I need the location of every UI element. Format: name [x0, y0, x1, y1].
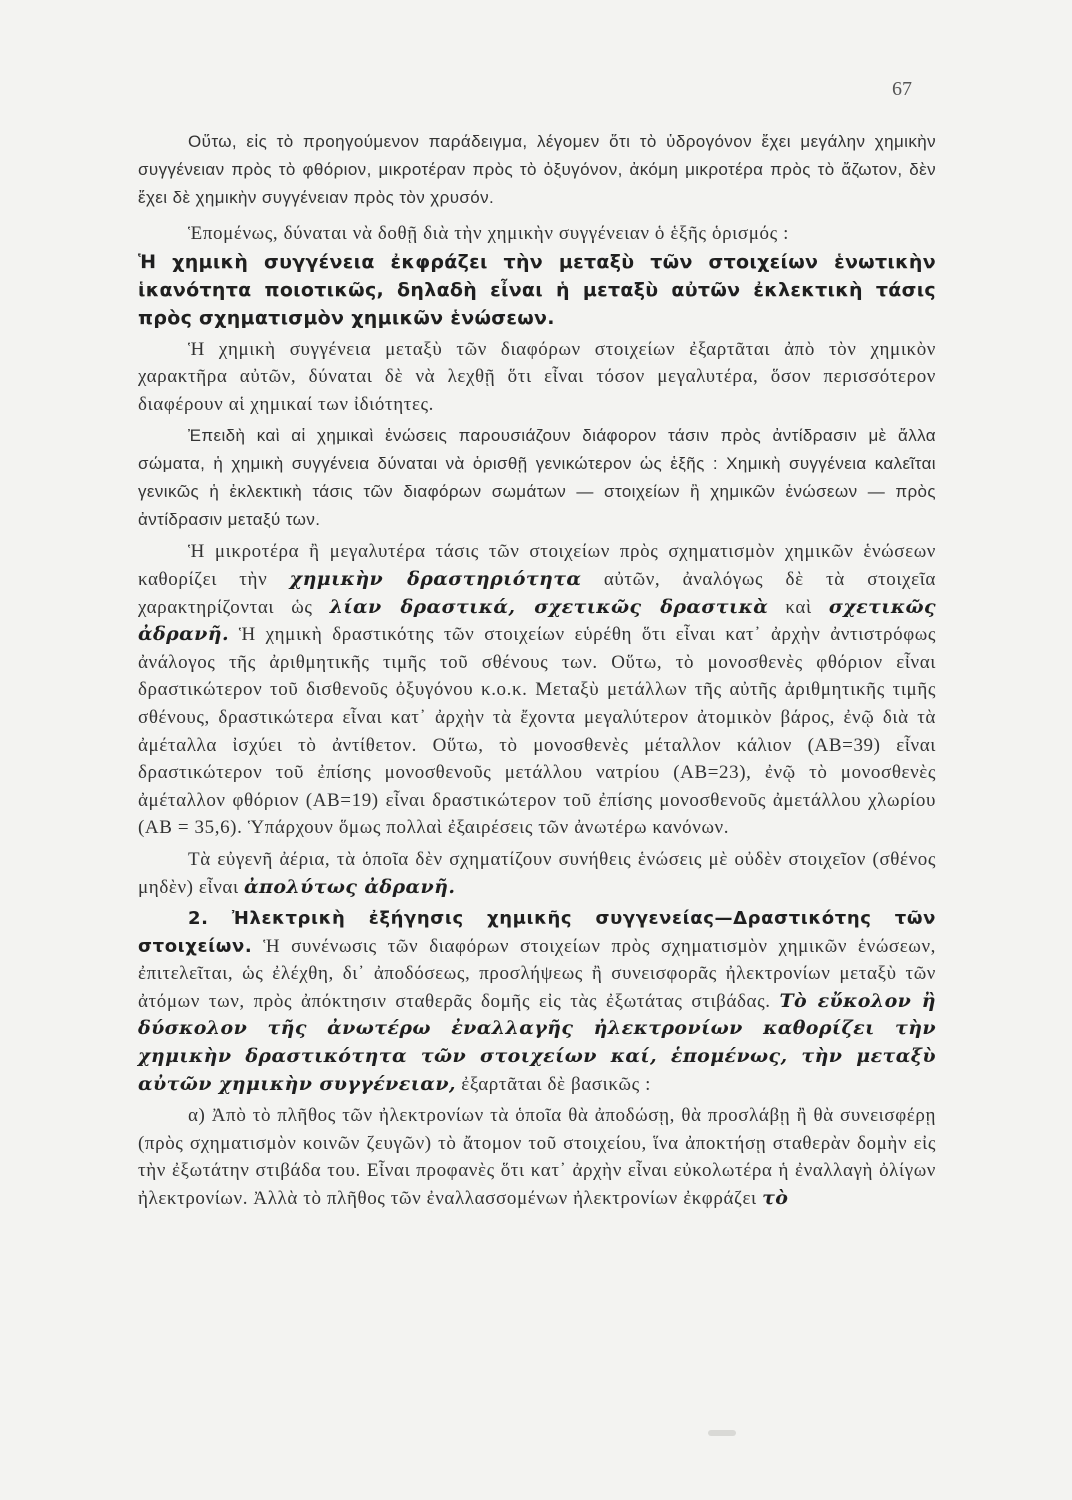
- term-electron-exchange: Τὸ εὔκολον ἢ δύσκολον τῆς ἀνωτέρω ἐναλλαγῆς ἠλεκτρονίων καθορίζει τὴν χημικὴν δραστικότητα τῶν στοιχείων καί, ἑπομένως, τὴν μεταξὺ αὐτῶν χημικὴν συγγένειαν,: [138, 989, 936, 1095]
- term-trailing: τὸ: [762, 1187, 789, 1210]
- page-number: 67: [892, 78, 912, 100]
- text-run: καὶ: [768, 596, 829, 618]
- paragraph-example: Οὕτω, εἰς τὸ προηγούμενον παράδειγμα, λέγομεν ὅτι τὸ ὑδρογόνον ἔχει μεγάλην χημικὴν συγγένειαν πρὸς τὸ φθόριον, μικροτέραν πρὸς τὸ ὀξυγόνον, ἀκόμη μικροτέρα πρὸς τὸ ἄζωτον, δὲν ἔχει δὲ χημικὴν συγγένειαν πρὸς τὸν χρυσόν.: [138, 132, 936, 207]
- text-run: ἐξαρτᾶται δὲ βασικῶς :: [455, 1073, 651, 1095]
- text-run: Τὰ εὐγενῆ ἀέρια, τὰ ὁποῖα δὲν σχηματίζουν συνήθεις ἑνώσεις μὲ οὐδὲν στοιχεῖον (σθένος μηδὲν) εἶναι: [138, 848, 936, 898]
- section-heading: 2. Ἠλεκτρικὴ ἐξήγησις χημικῆς συγγενείας—Δραστικότης τῶν στοιχείων.: [138, 908, 936, 957]
- term-inert: σχετικῶς ἀδρανῆ.: [138, 595, 936, 646]
- section-2: [138, 905, 936, 1098]
- term-chemical-activity: χημικὴν δραστηριότητα: [289, 567, 582, 590]
- paragraph-definition: Ἡ χημικὴ συγγένεια ἐκφράζει τὴν μεταξὺ τῶν στοιχείων ἑνωτικὴν ἱκανότητα ποιοτικῶς, δηλαδὴ εἶναι ἡ μεταξὺ αὐτῶν ἐκλεκτικὴ τάσις πρὸς σχηματισμὸν χημικῶν ἑνώσεων.: [138, 250, 936, 329]
- text-run: Ἡ συνένωσις τῶν διαφόρων στοιχείων πρὸς σχηματισμὸν χημικῶν ἑνώσεων, ἐπιτελεῖται, ὡς ἐλέχθη, δι᾿ ἀποδόσεως, προσλήψεως ἢ συνεισφορᾶς ἠλεκτρονίων μεταξὺ τῶν ἀτόμων των, πρὸς ἀπόκτησιν σταθερᾶς δομῆς εἰς τὰς ἐξωτάτας στιβάδας.: [138, 935, 936, 1012]
- text-run: αὐτῶν, ἀναλόγως δὲ τὰ στοιχεῖα χαρακτηρίζονται ὡς: [138, 568, 936, 618]
- page-body: [138, 128, 936, 1213]
- text-run: α) Ἀπὸ τὸ πλῆθος τῶν ἠλεκτρονίων τὰ ὁποῖα θὰ ἀποδώσῃ, θὰ προσλάβῃ ἢ θὰ συνεισφέρῃ (πρὸς σχηματισμὸν κοινῶν ζευγῶν) τὸ ἄτομον τοῦ στοιχείου, ἵνα ἀποκτήσῃ σταθερὰν δομὴν εἰς τὴν ἐξωτάτην στιβάδα του. Εἶναι προφανὲς ὅτι κατ᾿ ἀρχὴν εἶναι εὐκολωτέρα ἡ ἐναλλαγὴ ὀλίγων ἠλεκτρονίων. Ἀλλὰ τὸ πλῆθος τῶν ἐναλλασσομένων ἠλεκτρονίων ἐκφράζει: [138, 1105, 936, 1210]
- paragraph-reactivity: [138, 538, 936, 842]
- term-reactive: λίαν δραστικά, σχετικῶς δραστικὰ: [329, 595, 769, 618]
- paragraph-general-definition: Ἐπειδὴ καὶ αἱ χημικαὶ ἑνώσεις παρουσιάζουν διάφορον τάσιν πρὸς ἀντίδρασιν μὲ ἄλλα σώματα, ἡ χημικὴ συγγένεια δύναται νὰ ὁρισθῇ γενικώτερον ὡς ἑξῆς : Χημικὴ συγγένεια καλεῖται γενικῶς ἡ ἐκλεκτικὴ τάσις τῶν διαφόρων σωμάτων — στοιχείων ἢ χημικῶν ἑνώσεων — πρὸς ἀντίδρασιν μεταξύ των.: [138, 426, 936, 530]
- term-absolutely-inert: ἀπολύτως ἀδρανῆ.: [244, 875, 456, 898]
- paragraph-definition-intro: Ἑπομένως, δύναται νὰ δοθῇ διὰ τὴν χημικὴν συγγένειαν ὁ ἑξῆς ὁρισμός :: [188, 223, 789, 244]
- paragraph-noble-gases: [138, 846, 936, 901]
- print-smudge: [708, 1430, 736, 1436]
- list-item-a: [138, 1102, 936, 1212]
- text-run: Ἡ χημικὴ δραστικότης τῶν στοιχείων εὑρέθη ὅτι εἶναι κατ᾿ ἀρχὴν ἀντιστρόφως ἀνάλογος τῆς ἀριθμητικῆς τιμῆς τοῦ σθένους των. Οὕτω, τὸ μονοσθενὲς φθόριον εἶναι δραστικώτερον τοῦ δισθενοῦς ὀξυγόνου κ.ο.κ. Μεταξὺ μετάλλων τῆς αὐτῆς ἀριθμητικῆς τιμῆς σθένους, δραστικώτερα εἶναι κατ᾿ ἀρχὴν τὰ ἔχοντα μεγαλύτερον ἀτομικὸν βάρος, ἐνῷ διὰ τὰ ἀμέταλλα ἰσχύει τὸ ἀντίθετον. Οὕτω, τὸ μονοσθενὲς μέταλλον κάλιον (ΑΒ=39) εἶναι δραστικώτερον τοῦ ἐπίσης μονοσθενοῦς μετάλλου νατρίου (ΑΒ=23), ἐνῷ τὸ μονοσθενὲς ἀμέταλλον φθόριον (ΑΒ=19) εἶναι δραστικώτερον τοῦ ἐπίσης μονοσθενοῦς ἀμετάλλου χλωρίου (ΑΒ = 35,6). Ὑπάρχουν ὅμως πολλαὶ ἐξαιρέσεις τῶν ἀνωτέρω κανόνων.: [138, 624, 936, 839]
- text-run: Ἡ μικροτέρα ἢ μεγαλυτέρα τάσις τῶν στοιχείων πρὸς σχηματισμὸν χημικῶν ἑνώσεων καθορίζει τὴν: [138, 541, 936, 590]
- paragraph-dependence: Ἡ χημικὴ συγγένεια μεταξὺ τῶν διαφόρων στοιχείων ἐξαρτᾶται ἀπὸ τὸν χημικὸν χαρακτῆρα αὐτῶν, δύναται δὲ νὰ λεχθῇ ὅτι εἶναι τόσον μεγαλυτέρα, ὅσον περισσότερον διαφέρουν αἱ χημικαί των ἰδιότητες.: [138, 338, 936, 415]
